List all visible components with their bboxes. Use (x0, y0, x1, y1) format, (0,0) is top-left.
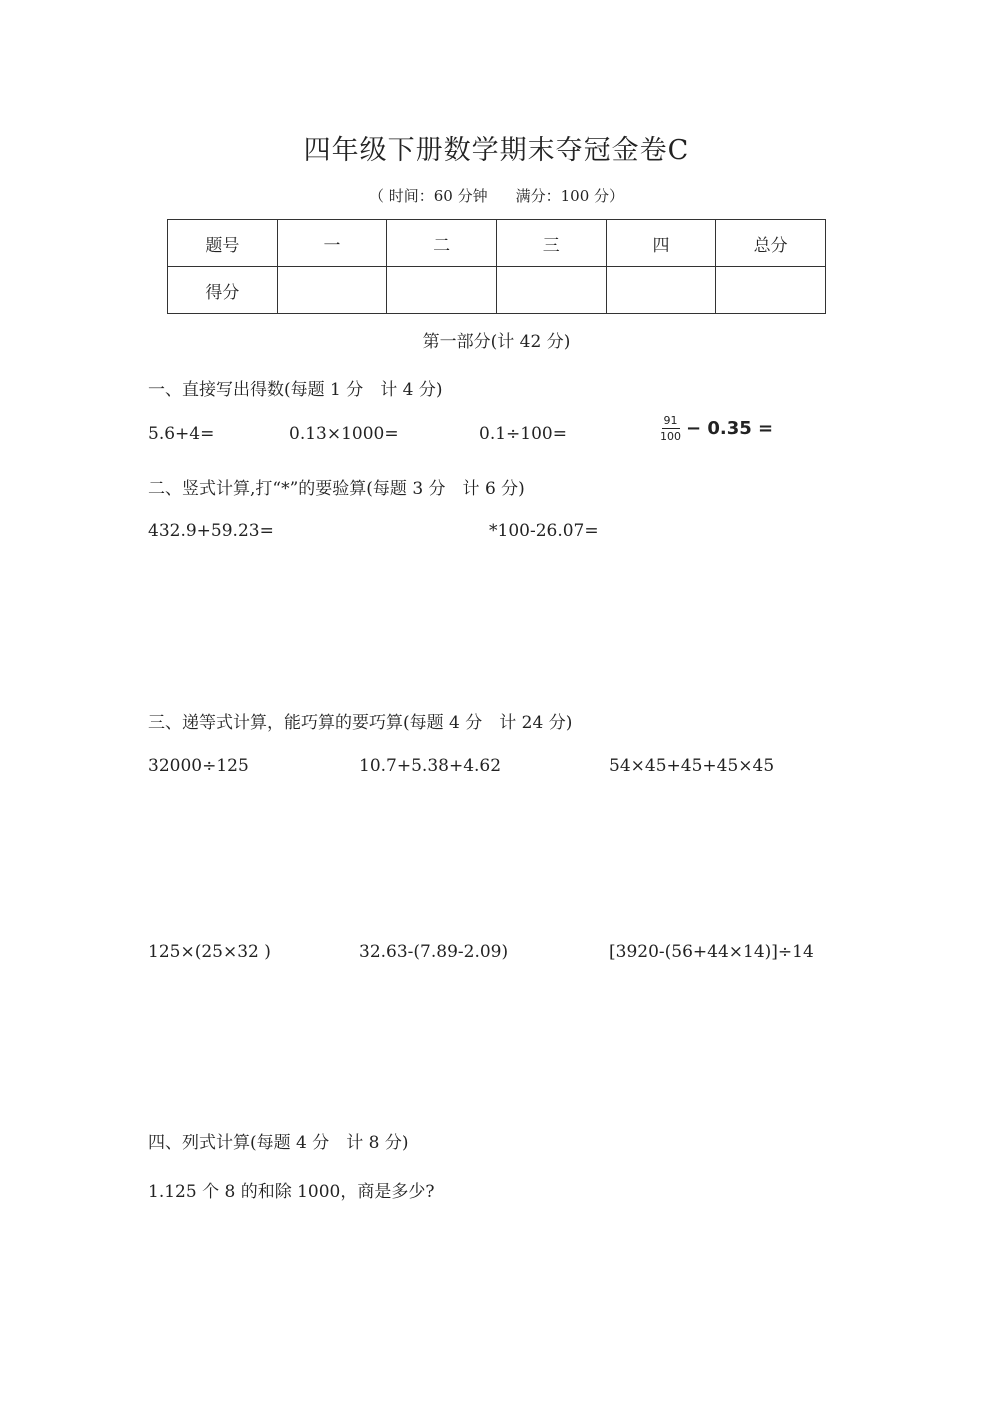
section3-item: 32000÷125 (148, 756, 249, 776)
section1-item: 0.1÷100= (479, 424, 567, 444)
score-cell (496, 267, 606, 314)
section3-heading: 三、递等式计算，能巧算的要巧算(每题 4 分 计 24 分) (148, 713, 573, 733)
section3-item: 10.7+5.38+4.62 (359, 756, 502, 776)
score-cell (387, 267, 497, 314)
score-table-header-cell: 三 (496, 220, 606, 267)
section1-fraction-item (660, 414, 773, 443)
section3-item: 32.63-(7.89-2.09) (359, 942, 509, 962)
section1-heading: 一、直接写出得数(每题 1 分 计 4 分) (148, 380, 443, 400)
score-table-header-cell: 二 (387, 220, 497, 267)
fraction (660, 414, 681, 443)
score-table-header-cell: 总分 (716, 220, 826, 267)
score-cell (277, 267, 387, 314)
score-table (167, 219, 826, 314)
score-table-score-row (168, 267, 826, 314)
section3-item: 125×(25×32 ) (148, 942, 271, 962)
score-table-header-cell: 四 (606, 220, 716, 267)
score-table-header-cell: 一 (277, 220, 387, 267)
page-title: 四年级下册数学期末夺冠金卷C (303, 135, 690, 166)
score-table-header-cell: 题号 (168, 220, 278, 267)
fraction-expression-rest: − 0.35 = (686, 418, 774, 439)
fraction-denominator: 100 (660, 430, 681, 443)
exam-time: （ 时间：60 分钟 (368, 187, 488, 205)
section3-item: [3920-(56+44×14)]÷14 (609, 942, 814, 962)
fraction-numerator: 91 (663, 414, 678, 427)
score-table-header-row (168, 220, 826, 267)
section2-item: *100-26.07= (489, 521, 599, 541)
score-cell (606, 267, 716, 314)
exam-full-score: 满分：100 分） (515, 187, 625, 205)
score-cell (716, 267, 826, 314)
section1-item: 0.13×1000= (289, 424, 399, 444)
section2-heading: 二、竖式计算,打“*”的要验算(每题 3 分 计 6 分) (148, 479, 525, 499)
section4-heading: 四、列式计算(每题 4 分 计 8 分) (148, 1133, 409, 1153)
section2-item: 432.9+59.23= (148, 521, 274, 541)
part-heading: 第一部分(计 42 分) (422, 332, 571, 352)
section1-item: 5.6+4= (148, 424, 215, 444)
section3-item: 54×45+45+45×45 (609, 756, 775, 776)
exam-info (0, 185, 993, 206)
score-table-row-label: 得分 (168, 267, 278, 314)
section4-item: 1.125 个 8 的和除 1000，商是多少? (148, 1182, 435, 1202)
